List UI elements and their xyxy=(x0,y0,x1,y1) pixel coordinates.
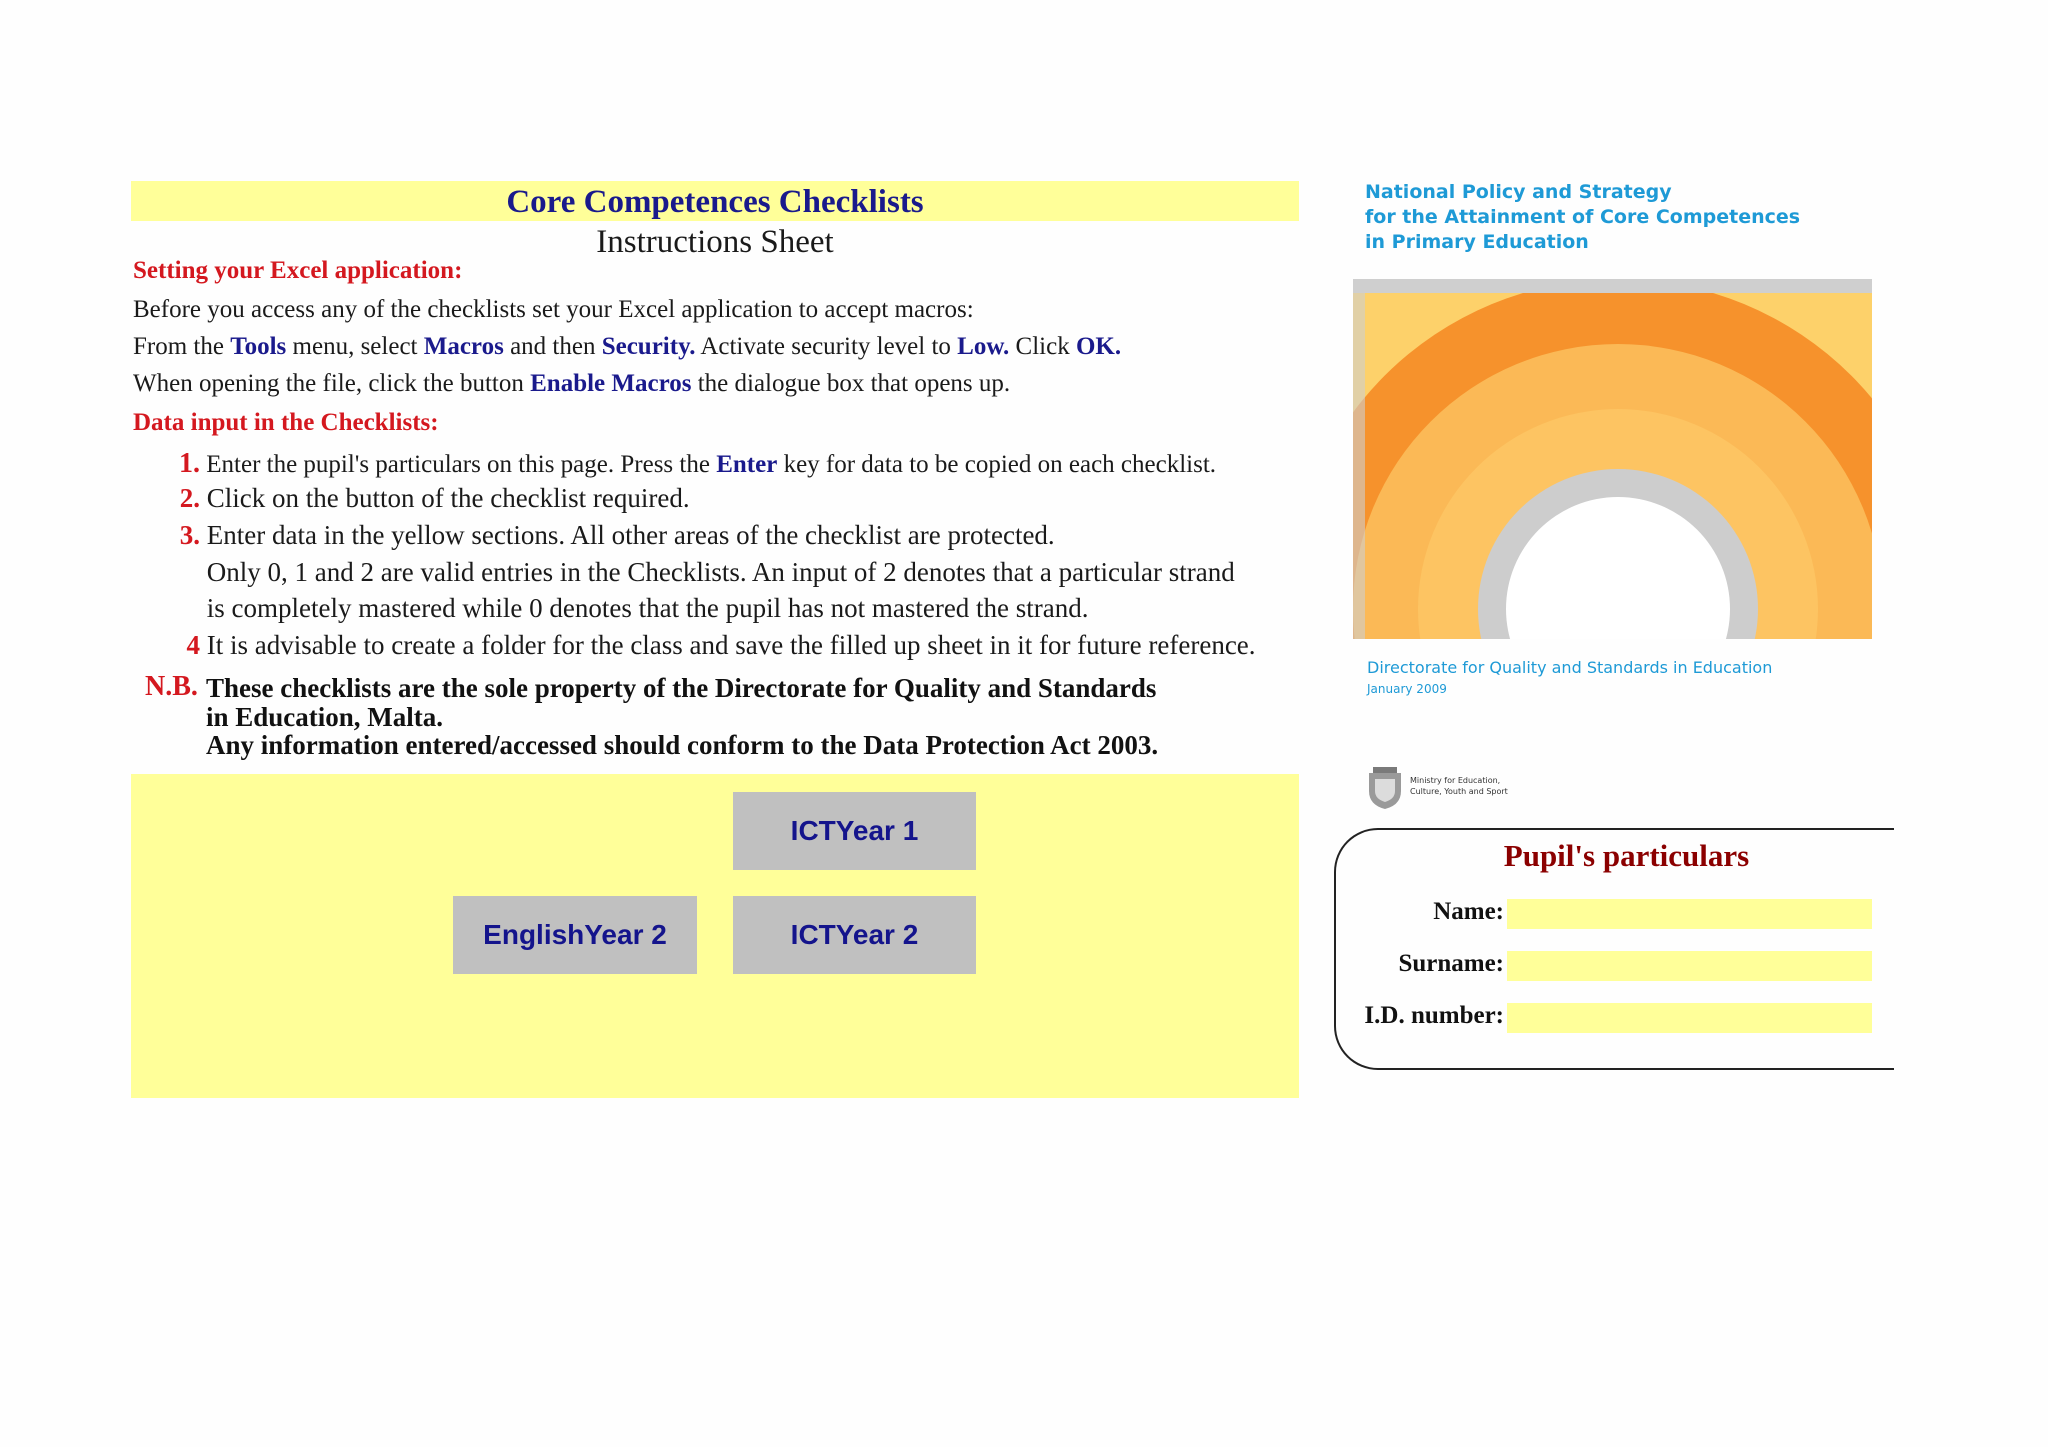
name-label: Name: xyxy=(1433,898,1504,925)
english-year-2-button[interactable]: EnglishYear 2 xyxy=(453,896,697,974)
text-segment: menu, select xyxy=(286,333,424,360)
text-segment: and then xyxy=(503,333,602,360)
setting-heading: Setting your Excel application: xyxy=(133,257,463,284)
ministry-line: Culture, Youth and Sport xyxy=(1410,787,1508,796)
keyword-ok: OK. xyxy=(1075,333,1122,360)
ict-year-2-button[interactable]: ICTYear 2 xyxy=(733,896,976,974)
item-text: Click on the button of the checklist required. xyxy=(206,483,690,513)
nb-line-2: in Education, Malta. xyxy=(206,702,444,732)
name-field[interactable] xyxy=(1507,899,1872,929)
instruction-item-4 xyxy=(160,627,1256,663)
text-segment: Activate security level to xyxy=(695,333,958,360)
item-number: 1. xyxy=(179,448,200,479)
cover-title xyxy=(1365,180,1800,255)
ict-year-1-button[interactable]: ICTYear 1 xyxy=(733,792,976,870)
cover-arcs-graphic xyxy=(1353,279,1872,639)
nb-line-1: These checklists are the sole property of the Directorate for Quality and Standards xyxy=(206,673,1157,703)
checklist-buttons-area xyxy=(131,774,1299,1098)
item-text: Only 0, 1 and 2 are valid entries in the Checklists. An input of 2 denotes that a particular strand xyxy=(206,557,1235,587)
keyword-enable-macros: Enable Macros xyxy=(530,370,692,397)
cover-title-line: for the Attainment of Core Competences xyxy=(1365,206,1801,228)
id-number-label: I.D. number: xyxy=(1364,1002,1504,1029)
setting-line-2 xyxy=(133,330,1121,364)
cover-title-line: National Policy and Strategy xyxy=(1365,181,1672,203)
ministry-name xyxy=(1410,775,1508,797)
text-segment: Click xyxy=(1009,333,1076,360)
instruction-item-3-cont-2 xyxy=(160,590,1089,626)
item-number: 3. xyxy=(179,520,200,550)
data-input-heading: Data input in the Checklists: xyxy=(133,409,439,436)
instruction-item-3-cont-1 xyxy=(160,554,1235,590)
surname-field[interactable] xyxy=(1507,951,1872,981)
page-subtitle: Instructions Sheet xyxy=(596,224,834,260)
instruction-item-2 xyxy=(160,480,690,516)
keyword-enter: Enter xyxy=(716,451,778,478)
text-segment: the dialogue box that opens up. xyxy=(691,370,1011,397)
item-text: is completely mastered while 0 denotes that the pupil has not mastered the strand. xyxy=(206,593,1089,623)
cover-arcs-image xyxy=(1353,279,1872,639)
setting-line-1: Before you access any of the checklists set your Excel application to accept macros: xyxy=(133,296,974,323)
id-number-field[interactable] xyxy=(1507,1003,1872,1033)
keyword-macros: Macros xyxy=(423,333,504,360)
text-segment: From the xyxy=(133,333,231,360)
cover-title-line: in Primary Education xyxy=(1365,231,1589,253)
item-text: It is advisable to create a folder for the class and save the filled up sheet in it for future reference. xyxy=(206,630,1256,660)
pupil-particulars-title: Pupil's particulars xyxy=(1503,838,1750,873)
keyword-security: Security. xyxy=(601,333,696,360)
keyword-low: Low. xyxy=(957,333,1010,360)
item-number: 4 xyxy=(186,630,200,660)
ministry-line: Ministry for Education, xyxy=(1410,776,1501,785)
cover-date: January 2009 xyxy=(1367,682,1447,696)
instruction-item-1 xyxy=(160,446,1216,483)
ministry-crest-icon xyxy=(1365,765,1405,811)
setting-line-3 xyxy=(133,367,1010,401)
nb-label: N.B. xyxy=(145,671,198,702)
cover-footer: Directorate for Quality and Standards in Education xyxy=(1367,658,1773,677)
keyword-tools: Tools xyxy=(230,333,287,360)
page-title: Core Competences Checklists xyxy=(506,184,924,220)
text-segment: key for data to be copied on each checklist. xyxy=(777,451,1217,478)
item-text: Enter data in the yellow sections. All other areas of the checklist are protected. xyxy=(206,520,1055,550)
text-segment: Enter the pupil's particulars on this page. Press the xyxy=(206,451,717,478)
item-number: 2. xyxy=(179,483,200,513)
instruction-item-3 xyxy=(160,517,1055,553)
nb-line-3: Any information entered/accessed should conform to the Data Protection Act 2003. xyxy=(206,730,1159,760)
surname-label: Surname: xyxy=(1398,950,1504,977)
text-segment: When opening the file, click the button xyxy=(133,370,531,397)
